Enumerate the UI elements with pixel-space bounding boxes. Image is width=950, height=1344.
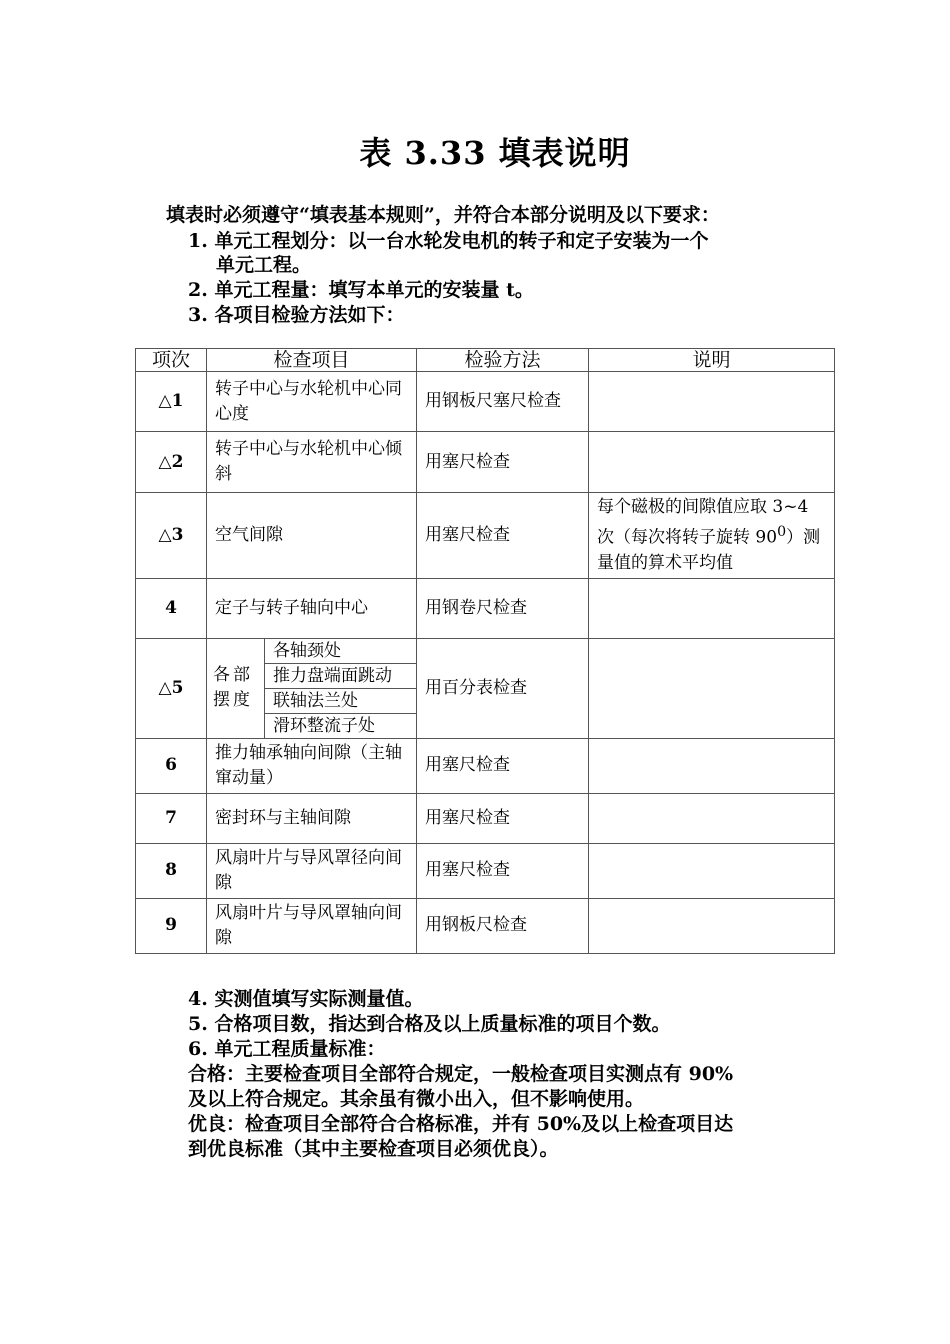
- row-item: 定子与转子轴向中心: [207, 578, 417, 638]
- row-method: 用塞尺检查: [417, 793, 589, 843]
- table-row: [136, 372, 835, 432]
- row-method: 用塞尺检查: [417, 843, 589, 898]
- header-method: 检验方法: [417, 349, 589, 372]
- row-no: 9: [136, 898, 207, 953]
- footer-item-5: 5. 合格项目数，指达到合格及以上质量标准的项目个数。: [188, 1013, 671, 1035]
- row-note: [589, 898, 835, 953]
- row-no: △3: [136, 493, 207, 579]
- row-no: △5: [136, 638, 207, 738]
- row-note: [589, 493, 835, 579]
- pass-standard-line-1: 合格：主要检查项目全部符合规定，一般检查项目实测点有 90%: [188, 1063, 734, 1085]
- sub-item: 滑环整流子处: [265, 713, 417, 738]
- rule-3: 3. 各项目检验方法如下：: [188, 304, 405, 326]
- row-method: 用钢板尺检查: [417, 898, 589, 953]
- row-note: [589, 638, 835, 738]
- row-item: 空气间隙: [207, 493, 417, 579]
- row-method: 用塞尺检查: [417, 432, 589, 493]
- row-method: 用百分表检查: [417, 638, 589, 738]
- rule-2: 2. 单元工程量：填写本单元的安装量 t。: [188, 279, 534, 301]
- row-note: [589, 738, 835, 793]
- row-item: 推力轴承轴向间隙（主轴窜动量）: [207, 738, 417, 793]
- table-row: [136, 432, 835, 493]
- row-note: [589, 793, 835, 843]
- row-item: 转子中心与水轮机中心倾斜: [207, 432, 417, 493]
- row-no: 8: [136, 843, 207, 898]
- row-method: 用塞尺检查: [417, 738, 589, 793]
- row-no: 7: [136, 793, 207, 843]
- table-row: [136, 898, 835, 953]
- row-note: [589, 432, 835, 493]
- row-method: 用钢卷尺检查: [417, 578, 589, 638]
- footer-item-4: 4. 实测值填写实际测量值。: [188, 988, 424, 1010]
- note-text-pre: 每个磁极的间隙值应取 3~4 次（每次将转子旋转 90: [597, 497, 809, 548]
- note-text-post: ）测量值的算术平均值: [597, 527, 821, 573]
- header-item: 检查项目: [207, 349, 417, 372]
- good-standard-line-1: 优良：检查项目全部符合合格标准，并有 50%及以上检查项目达: [188, 1113, 734, 1135]
- pass-standard-line-2: 及以上符合规定。其余虽有微小出入，但不影响使用。: [188, 1088, 645, 1110]
- row-note: [589, 372, 835, 432]
- intro-text: 填表时必须遵守“填表基本规则”，并符合本部分说明及以下要求：: [166, 204, 720, 226]
- sub-item: 各轴颈处: [265, 638, 417, 663]
- sub-item: 推力盘端面跳动: [265, 663, 417, 688]
- table-row: [136, 793, 835, 843]
- good-standard-line-2: 到优良标准（其中主要检查项目必须优良）。: [188, 1138, 559, 1160]
- sub-item: 联轴法兰处: [265, 688, 417, 713]
- table-header-row: [136, 349, 835, 372]
- row-note: [589, 843, 835, 898]
- row-item: 风扇叶片与导风罩径向间隙: [207, 843, 417, 898]
- footer-item-6: 6. 单元工程质量标准：: [188, 1038, 386, 1060]
- row-method: 用塞尺检查: [417, 493, 589, 579]
- row-note: [589, 578, 835, 638]
- table-row: [136, 493, 835, 579]
- table-row: [136, 843, 835, 898]
- table-row: [136, 578, 835, 638]
- row-group-label: 各部摆度: [207, 638, 265, 738]
- inspection-method-table: [135, 348, 835, 954]
- header-note: 说明: [589, 349, 835, 372]
- row-item: 转子中心与水轮机中心同心度: [207, 372, 417, 432]
- rule-1-line-2: 单元工程。: [216, 254, 312, 276]
- row-no: 6: [136, 738, 207, 793]
- header-no: 项次: [136, 349, 207, 372]
- row-method: 用钢板尺塞尺检查: [417, 372, 589, 432]
- row-no: 4: [136, 578, 207, 638]
- rule-1-line-1: 1. 单元工程划分：以一台水轮发电机的转子和定子安装为一个: [188, 230, 709, 252]
- row-item: 密封环与主轴间隙: [207, 793, 417, 843]
- degree-superscript: 0: [777, 524, 787, 540]
- row-item: 风扇叶片与导风罩轴向间隙: [207, 898, 417, 953]
- row-no: △1: [136, 372, 207, 432]
- row-no: △2: [136, 432, 207, 493]
- table-row: [136, 638, 835, 663]
- table-row: [136, 738, 835, 793]
- page-title: 表 3.33 填表说明: [359, 134, 631, 172]
